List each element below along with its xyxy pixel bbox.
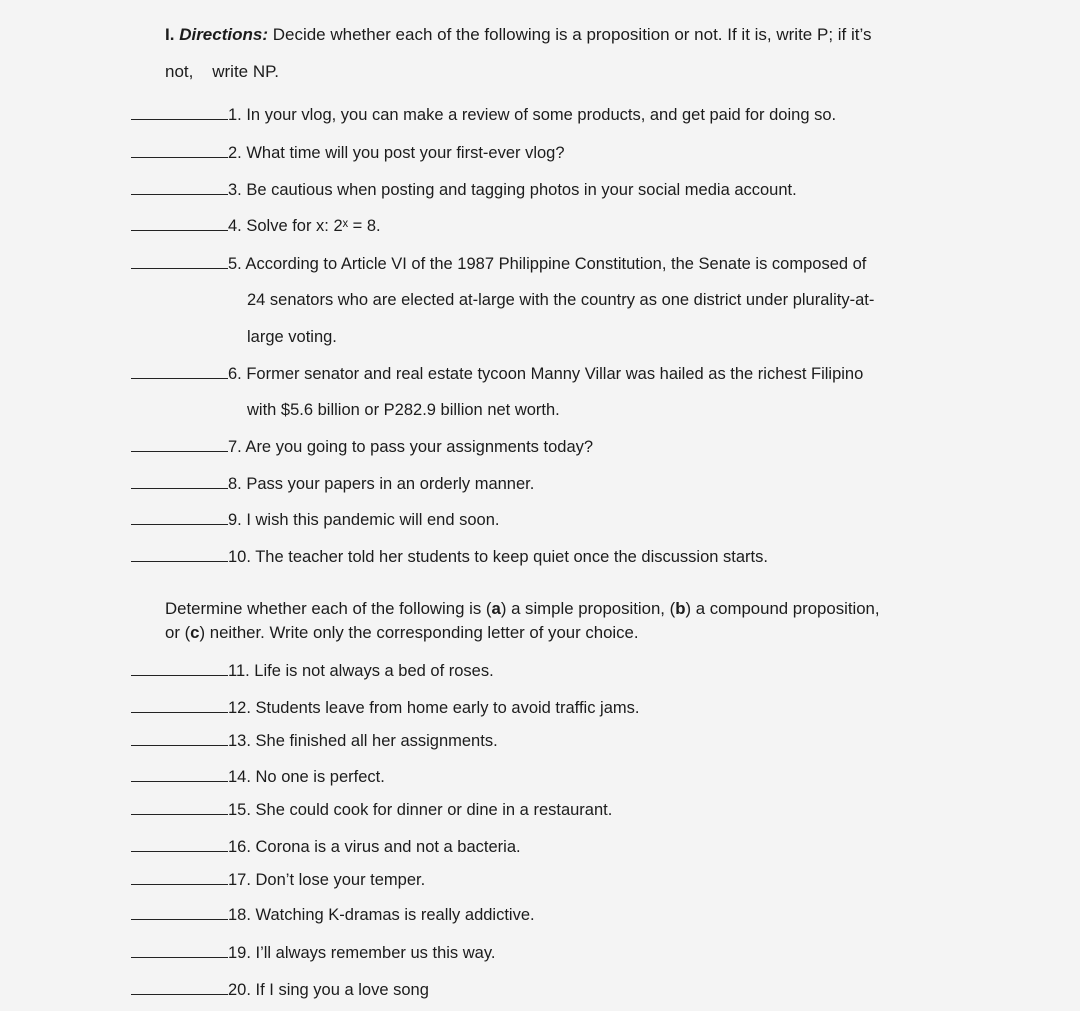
text-fragment: Determine whether each of the following is ( <box>165 599 492 618</box>
answer-blank[interactable] <box>131 744 228 746</box>
item-4[interactable] <box>131 217 381 236</box>
question-text: 16. Corona is a virus and not a bacteria. <box>228 838 521 856</box>
question-text: 12. Students leave from home early to avoid traffic jams. <box>228 699 640 717</box>
choice-a-letter: a <box>491 599 501 618</box>
item-11[interactable] <box>131 662 494 681</box>
question-text: 6. Former senator and real estate tycoon Manny Villar was hailed as the richest Filipino <box>228 365 864 383</box>
item-14[interactable] <box>131 768 385 787</box>
answer-blank[interactable] <box>131 813 228 815</box>
item-5-continuation-2: large voting. <box>247 328 337 346</box>
answer-blank[interactable] <box>131 118 228 120</box>
question-text: 17. Don’t lose your temper. <box>228 871 426 889</box>
text-fragment: or ( <box>165 623 191 642</box>
answer-blank[interactable] <box>131 156 228 158</box>
item-16[interactable] <box>131 838 521 857</box>
directions-part1 <box>165 16 965 90</box>
item-13[interactable] <box>131 732 498 751</box>
choice-c-letter: c <box>190 623 200 642</box>
answer-blank[interactable] <box>131 267 228 269</box>
directions-part2 <box>165 597 985 645</box>
answer-blank[interactable] <box>131 956 228 958</box>
answer-blank[interactable] <box>131 377 228 379</box>
question-text: 13. She finished all her assignments. <box>228 732 498 750</box>
answer-blank[interactable] <box>131 711 228 713</box>
question-text: 8. Pass your papers in an orderly manner. <box>228 475 535 493</box>
item-20[interactable] <box>131 981 429 1000</box>
question-text: 1. In your vlog, you can make a review of some products, and get paid for doing so. <box>228 106 837 124</box>
item-8[interactable] <box>131 475 534 494</box>
question-text: 5. According to Article VI of the 1987 Philippine Constitution, the Senate is composed of <box>228 255 867 273</box>
question-text: 10. The teacher told her students to keep quiet once the discussion starts. <box>228 548 768 566</box>
item-18[interactable] <box>131 906 535 925</box>
directions-text: Decide whether each of the following is a proposition or not. If it is, write P; if it’s <box>267 25 872 44</box>
answer-blank[interactable] <box>131 850 228 852</box>
question-text: 3. Be cautious when posting and tagging photos in your social media account. <box>228 181 797 199</box>
answer-blank[interactable] <box>131 993 228 995</box>
answer-blank[interactable] <box>131 523 228 525</box>
item-9[interactable] <box>131 511 499 530</box>
question-text: 14. No one is perfect. <box>228 768 385 786</box>
question-text: 7. Are you going to pass your assignments today? <box>228 438 594 456</box>
answer-blank[interactable] <box>131 883 228 885</box>
item-6-continuation-1: with $5.6 billion or P282.9 billion net worth. <box>247 401 560 419</box>
directions-line1 <box>165 16 965 53</box>
question-text: 4. Solve for x: 2ˣ = 8. <box>228 217 381 235</box>
question-text: 11. Life is not always a bed of roses. <box>228 662 494 680</box>
item-6[interactable] <box>131 365 863 384</box>
answer-blank[interactable] <box>131 450 228 452</box>
answer-blank[interactable] <box>131 674 228 676</box>
item-5[interactable] <box>131 255 866 274</box>
question-text: 15. She could cook for dinner or dine in a restaurant. <box>228 801 613 819</box>
item-7[interactable] <box>131 438 593 457</box>
item-3[interactable] <box>131 181 797 200</box>
question-text: 18. Watching K-dramas is really addictive. <box>228 906 535 924</box>
item-12[interactable] <box>131 699 639 718</box>
text-fragment: ) a simple proposition, ( <box>500 599 676 618</box>
answer-blank[interactable] <box>131 193 228 195</box>
question-text: 9. I wish this pandemic will end soon. <box>228 511 500 529</box>
item-15[interactable] <box>131 801 612 820</box>
item-5-continuation-1: 24 senators who are elected at-large with the country as one district under plurality-at- <box>247 291 875 309</box>
item-19[interactable] <box>131 944 495 963</box>
answer-blank[interactable] <box>131 918 228 920</box>
text-fragment: ) a compound proposition, <box>685 599 880 618</box>
directions-lead: Directions: <box>179 25 268 44</box>
question-text: 19. I’ll always remember us this way. <box>228 944 496 962</box>
directions-part2-line2 <box>165 621 985 645</box>
directions-line2: not, write NP. <box>165 62 280 81</box>
roman-numeral: I. <box>165 25 175 44</box>
item-1[interactable] <box>131 106 836 125</box>
question-text: 20. If I sing you a love song <box>228 981 429 999</box>
question-text: 2. What time will you post your first-ever vlog? <box>228 144 565 162</box>
item-17[interactable] <box>131 871 425 890</box>
answer-blank[interactable] <box>131 229 228 231</box>
answer-blank[interactable] <box>131 780 228 782</box>
answer-blank[interactable] <box>131 487 228 489</box>
directions-part2-line1 <box>165 597 985 621</box>
choice-b-letter: b <box>675 599 686 618</box>
item-10[interactable] <box>131 548 768 567</box>
text-fragment: ) neither. Write only the corresponding letter of your choice. <box>199 623 639 642</box>
answer-blank[interactable] <box>131 560 228 562</box>
item-2[interactable] <box>131 144 565 163</box>
